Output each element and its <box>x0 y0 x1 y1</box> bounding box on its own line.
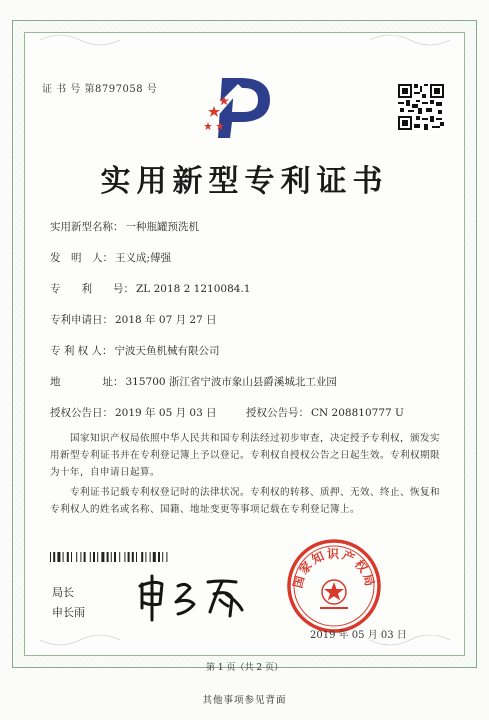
barcode-bar <box>67 552 69 562</box>
document-title: 实用新型专利证书 <box>100 164 389 199</box>
field-label: 地 址： <box>50 376 124 388</box>
barcode-bar <box>141 552 143 562</box>
barcode-bar <box>132 552 134 562</box>
barcode-bar <box>111 552 112 562</box>
barcode-bar <box>150 552 151 562</box>
barcode-bar <box>107 552 109 562</box>
barcode-bar <box>166 552 167 562</box>
field-value: 一种瓶罐预洗机 <box>125 221 199 233</box>
official-seal <box>286 538 382 634</box>
field-filing-date <box>50 312 217 327</box>
field-grant-date <box>50 405 217 420</box>
barcode-bar <box>80 552 81 562</box>
field-patentee <box>50 343 220 358</box>
field-label: 授权公告日： <box>50 407 113 419</box>
barcode-bar <box>90 552 91 562</box>
barcode-bar <box>101 552 104 562</box>
field-patent-number <box>50 281 250 296</box>
field-value: 王义成;傅强 <box>115 252 172 264</box>
seal-date: 2019 年 05 月 03 日 <box>310 630 407 641</box>
field-value: CN 208810777 U <box>311 407 404 419</box>
barcode-bar <box>128 552 130 562</box>
barcode-bar <box>145 552 146 562</box>
field-value: 315700 浙江省宁波市象山县爵溪城北工业园 <box>125 376 337 388</box>
svg-text:国家知识产权局: 国家知识产权局 <box>290 547 378 590</box>
barcode-bar <box>136 552 137 562</box>
barcode-bar <box>124 552 125 562</box>
field-value: 2018 年 07 月 27 日 <box>115 314 217 326</box>
field-inventor <box>50 250 171 265</box>
barcode-bar <box>162 552 163 562</box>
field-label: 实用新型名称： <box>50 221 124 233</box>
barcode <box>50 552 236 562</box>
field-value: 2019 年 05 月 03 日 <box>115 407 217 419</box>
certificate-number: 证 书 号 第8797058 号 <box>42 84 158 95</box>
signatory-name: 申长雨 <box>52 606 85 619</box>
barcode-bar <box>76 552 77 562</box>
barcode-bar <box>114 552 116 562</box>
field-utility-model-name <box>50 219 199 234</box>
handwritten-signature <box>132 572 262 622</box>
barcode-bar <box>57 552 60 562</box>
barcode-bar <box>71 552 72 562</box>
field-value: ZL 2018 2 1210084.1 <box>136 283 251 295</box>
signatory-title: 局长 <box>52 586 74 599</box>
field-label: 发 明 人： <box>50 252 113 264</box>
barcode-bar <box>153 552 156 562</box>
barcode-bar <box>84 552 86 562</box>
field-label: 授权公告号： <box>246 407 309 419</box>
field-label: 专 利 号： <box>50 283 134 295</box>
barcode-bar <box>97 552 98 562</box>
field-label: 专 利 权 人： <box>50 345 113 357</box>
cnipa-logo <box>200 72 280 142</box>
barcode-bar <box>50 552 51 562</box>
barcode-bar <box>53 552 55 562</box>
legal-status-statement: 专利证书记载专利权登记时的法律状况。专利权的转移、质押、无效、终止、恢复和专利权人的姓名或名称、国籍、地址变更等事项记载在专利登记簿上。 <box>50 487 441 515</box>
grant-statement: 国家知识产权局依照中华人民共和国专利法经过初步审查，决定授予专利权，颁发实用新型专利证书并在专利登记簿上予以登记。专利权自授权公告之日起生效。专利权期限为十年，自申请日起算。 <box>50 433 441 478</box>
qr-code <box>398 84 444 130</box>
barcode-bar <box>63 552 64 562</box>
field-value: 宁波天鱼机械有限公司 <box>114 345 220 357</box>
barcode-bar <box>119 552 120 562</box>
field-label: 专利申请日： <box>50 314 113 326</box>
field-grant-number <box>246 405 404 420</box>
barcode-bar <box>158 552 160 562</box>
barcode-bar <box>93 552 95 562</box>
field-address <box>50 374 337 389</box>
page-number: 第 1 页（共 2 页） <box>206 663 283 673</box>
footer-note: 其他事项参见背面 <box>202 695 287 706</box>
